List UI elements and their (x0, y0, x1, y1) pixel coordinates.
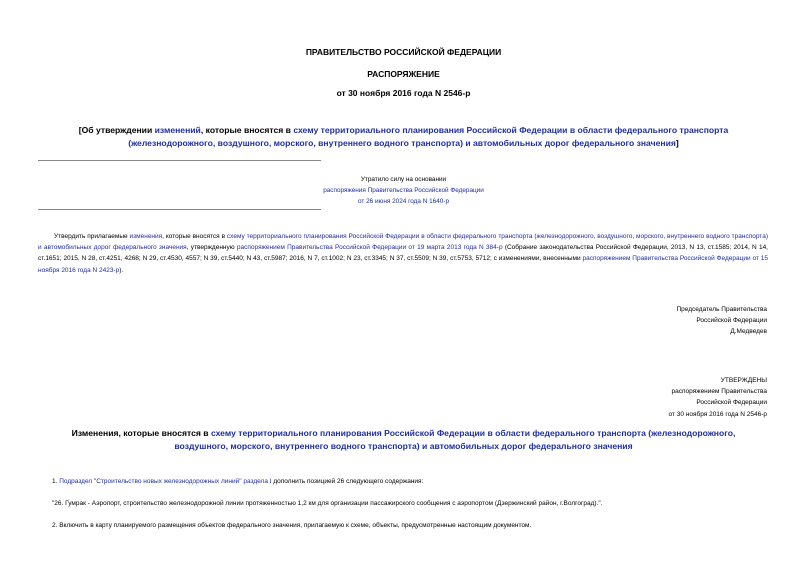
revocation-note: Утратило силу на основании распоряжения Правительства Российской Федерации от 26 июня 2024 года N 1640-р (323, 176, 484, 205)
document-title: [Об утверждении изменений, которые вносятся в схему территориального планирования Российской Федерации в области федерального транспорта (железнодорожного, воздушного, морского, внутреннего водного транспорта) и автомобильных дорог федерального значения] (78, 125, 729, 148)
body-paragraph: Утвердить прилагаемые изменения, которые вносятся в схему территориального планирования Российской Федерации в области федерального транспорта (железнодорожного, воздушного, морского, внутреннего водного транспорта) и автомобильных дорог федерального значения, утвержденную распоряжением Правительства Российской Федерации от 19 марта 2013 года N 384-р (Собрание законодательства Российской Федерации, 2013, N 13, ст.1585; 2014, N 14, ст.1651; 2015, N 28, ст.4251, 4268; N 29, ст.4530, 4557; N 39, ст.5440; N 43, ст.5987; 2016, N 7, ст.1002; N 23, ст.3345; N 37, ст.5509; N 39, ст.5753, 5712; с изменениями, внесенными распоряжением Правительства Российской Федерации от 15 ноября 2016 года N 2423-р). (38, 233, 769, 274)
approval-block: УТВЕРЖДЕНЫ распоряжением Правительства Российской Федерации от 30 ноября 2016 года N 2546-р (668, 377, 767, 418)
list-item-1: 1. Подраздел "Строительство новых железнодорожных линий" раздела I дополнить позицией 26 следующего содержания: (52, 478, 424, 485)
document-date: от 30 ноября 2016 года N 2546-р (336, 88, 471, 98)
link-changes[interactable]: изменений (154, 125, 201, 135)
link-revoking-order[interactable]: распоряжения Правительства Российской Федерации (323, 187, 484, 194)
signature-block: Председатель Правительства Российской Федерации Д.Медведев (676, 306, 767, 336)
link-changes-scheme[interactable]: схему территориального планирования Российской Федерации в области федерального транспорта (железнодорожного, воздушного, морского, внутреннего водного транспорта) и автомобильных дорог федерального значения (174, 428, 736, 451)
changes-title: Изменения, которые вносятся в схему территориального планирования Российской Федерации в области федерального транспорта (железнодорожного, воздушного, морского, внутреннего водного транспорта) и автомобильных дорог федерального значения (71, 428, 736, 451)
link-body-scheme[interactable]: схему территориального планирования Российской Федерации в области федерального транспорта (железнодорожного, воздушного, морского, внутреннего водного транспорта) и автомобильных дорог федерального значения (38, 233, 768, 252)
link-order-2423[interactable]: распоряжением Правительства Российской Федерации от 15 ноября 2016 года N 2423-р (38, 255, 769, 274)
divider-bottom (38, 209, 321, 210)
list-item-2: 2. Включить в карту планируемого размещения объектов федерального значения, прилагаемую к схеме, объекты, предусмотренные настоящим документом. (52, 522, 532, 529)
divider-top (38, 160, 321, 161)
government-heading: ПРАВИТЕЛЬСТВО РОССИЙСКОЙ ФЕДЕРАЦИИ (305, 47, 502, 57)
link-body-changes[interactable]: изменения (129, 233, 163, 240)
link-order-384[interactable]: распоряжением Правительства Российской Федерации от 19 марта 2013 года N 384-р (236, 244, 503, 252)
list-item-1-quote: "26. Гумрак - Аэропорт, строительство железнодорожной линии протяженностью 1,2 км для организации пассажирского сообщения с аэропортом (Дзержинский район, г.Волгоград).". (52, 500, 603, 507)
document-type: РАСПОРЯЖЕНИЕ (367, 69, 440, 79)
link-territorial-scheme[interactable]: схему территориального планирования Российской Федерации в области федерального транспорта (железнодорожного, воздушного, морского, внутреннего водного транспорта) и автомобильных дорог федерального значения (128, 125, 729, 148)
link-revoking-order-date[interactable]: от 26 июня 2024 года N 1640-р (357, 198, 450, 205)
link-subsection[interactable]: Подраздел "Строительство новых железнодорожных линий" раздела I (59, 478, 272, 485)
